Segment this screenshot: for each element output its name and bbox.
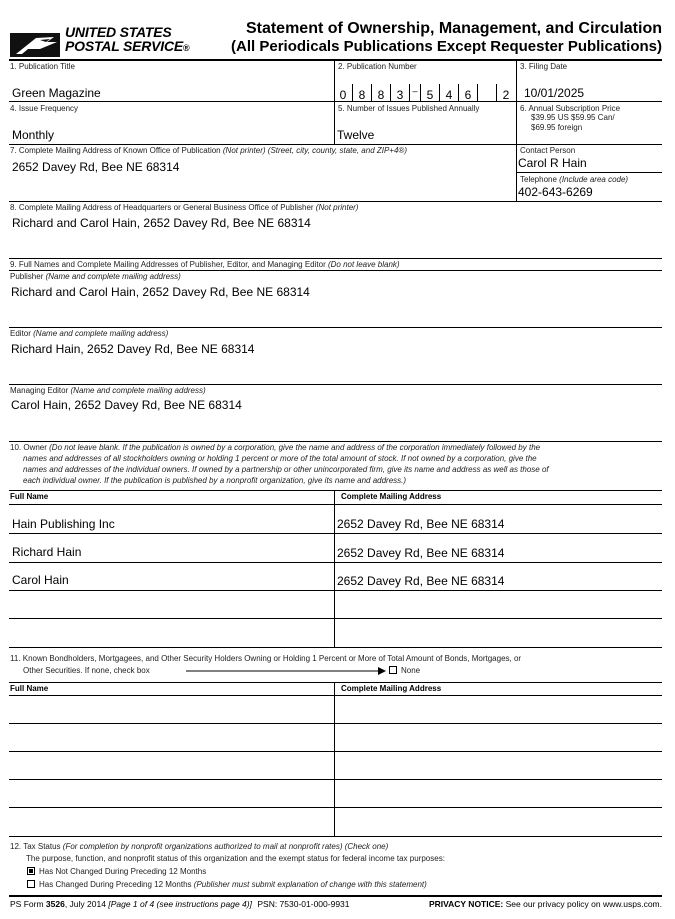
rule — [9, 751, 662, 752]
owner-name-cell[interactable]: Hain Publishing Inc — [12, 517, 115, 531]
f8-label — [10, 203, 358, 212]
f3-label: 3. Filing Date — [520, 62, 568, 71]
tax-status-option-not-changed[interactable] — [27, 867, 206, 876]
subscription-price-line2[interactable]: $69.95 foreign — [531, 123, 583, 132]
f2-label: 2. Publication Number — [338, 62, 417, 71]
f12-label-text: 12. Tax Status — [10, 842, 61, 851]
opt2-label: Has Changed During Preceding 12 Months — [39, 880, 192, 889]
office-address-field[interactable]: 2652 Davey Rd, Bee NE 68314 — [12, 160, 180, 174]
rule — [334, 682, 335, 836]
opt1-label: Has Not Changed During Preceding 12 Months — [39, 867, 207, 876]
f5-label: 5. Number of Issues Published Annually — [338, 104, 480, 113]
f7-label-note: (Not printer) (Street, city, county, state, and ZIP+4®) — [222, 146, 407, 155]
rule — [9, 647, 662, 648]
pub-number-digit[interactable]: 0 — [339, 88, 347, 102]
managing-editor-label-note: (Name and complete mailing address) — [70, 386, 206, 395]
rule — [9, 779, 662, 780]
editor-label-note: (Name and complete mailing address) — [33, 329, 169, 338]
rule — [390, 84, 391, 101]
eagle-icon — [10, 27, 60, 57]
publisher-label-note: (Name and complete mailing address) — [45, 272, 181, 281]
owner-name-cell[interactable]: Richard Hain — [12, 545, 82, 559]
pub-number-digit[interactable]: 2 — [502, 88, 510, 102]
filing-date-field[interactable]: 10/01/2025 — [524, 86, 585, 100]
f12-label-note: (For completion by nonprofit organizations authorized to mail at nonprofit rates) (Check one) — [62, 842, 389, 851]
rule — [9, 695, 662, 696]
footer-privacy-label: PRIVACY NOTICE: — [428, 899, 504, 909]
f11-line2: Other Securities. If none, check box — [23, 666, 150, 675]
issues-annually-field[interactable]: Twelve — [337, 128, 375, 142]
rule — [9, 201, 662, 202]
form-title: Statement of Ownership, Management, and Circulation — [245, 20, 662, 37]
logo-registered-mark: ® — [183, 43, 190, 53]
rule — [496, 84, 497, 101]
managing-editor-label — [10, 386, 206, 395]
f7-label — [10, 146, 407, 155]
footer-form-info — [10, 900, 350, 909]
rule — [9, 441, 662, 442]
footer-page-info: [Page 1 of 4 (see instructions page 4)] — [108, 899, 252, 909]
f9-label — [10, 260, 400, 269]
rule — [9, 270, 662, 271]
footer-form-prefix: PS Form — [10, 899, 44, 909]
f11-line1: 11. Known Bondholders, Mortgagees, and Other Security Holders Owning or Holding 1 Percent or More of Total Amount of Bonds, Mortgages, or — [10, 654, 522, 663]
rule — [9, 490, 662, 491]
f10-label-text: 10. Owner — [10, 443, 47, 452]
bondholder-col-name: Full Name — [10, 684, 49, 693]
publisher-field[interactable]: Richard and Carol Hain, 2652 Davey Rd, Bee NE 68314 — [11, 285, 310, 299]
pub-number-digit[interactable]: 5 — [426, 88, 434, 102]
f4-label: 4. Issue Frequency — [10, 104, 79, 113]
none-label: None — [401, 666, 421, 675]
none-checkbox-row[interactable] — [389, 666, 420, 675]
none-checkbox[interactable] — [389, 666, 397, 674]
f12-purpose: The purpose, function, and nonprofit status of this organization and the exempt status for federal income tax purposes: — [26, 854, 445, 863]
f9-label-note: (Do not leave blank) — [327, 260, 400, 269]
rule-bottom — [9, 895, 662, 897]
f10-note-line2: names and addresses of all stockholders owning or holding 1 percent or more of the total amount of stock. If not owned by a corporation, give the — [23, 454, 537, 463]
footer-form-number: 3526 — [45, 899, 65, 909]
owner-address-cell[interactable]: 2652 Davey Rd, Bee NE 68314 — [337, 546, 505, 560]
pub-number-digit[interactable]: 8 — [358, 88, 366, 102]
rule — [352, 84, 353, 101]
pub-number-digit[interactable]: 6 — [464, 88, 472, 102]
f8-label-text: 8. Complete Mailing Address of Headquarters or General Business Office of Publisher — [10, 203, 314, 212]
rule — [9, 723, 662, 724]
bondholder-col-address: Complete Mailing Address — [341, 684, 442, 693]
rule — [9, 682, 662, 683]
footer-form-date: , July 2014 — [64, 899, 106, 909]
subscription-price-line1[interactable]: $39.95 US $59.95 Can/ — [531, 113, 615, 122]
rule — [334, 490, 335, 647]
footer-psn: PSN: 7530-01-000-9931 — [257, 899, 350, 909]
rule — [439, 84, 440, 101]
telephone-field[interactable]: 402-643-6269 — [518, 185, 593, 199]
rule — [9, 327, 662, 328]
owner-col-address: Complete Mailing Address — [341, 492, 442, 501]
telephone-label — [520, 175, 628, 184]
contact-label: Contact Person — [520, 146, 576, 155]
usps-logo — [10, 24, 195, 58]
f8-label-note: (Not printer) — [315, 203, 359, 212]
rule — [9, 533, 662, 534]
owner-name-cell[interactable]: Carol Hain — [12, 573, 69, 587]
f12-label — [10, 842, 388, 851]
rule — [9, 144, 662, 145]
tax-status-option-changed[interactable] — [27, 880, 427, 889]
checked-checkbox[interactable] — [27, 867, 35, 875]
rule — [9, 590, 662, 591]
publication-title-field[interactable]: Green Magazine — [12, 86, 101, 100]
f10-note-line1: (Do not leave blank. If the publication is owned by a corporation, give the name and address of the corporation immediately followed by the — [49, 443, 541, 452]
logo-line2: POSTAL SERVICE — [65, 38, 184, 54]
rule — [458, 84, 459, 101]
pub-number-digit[interactable]: 8 — [377, 88, 385, 102]
f10-label — [10, 443, 540, 452]
editor-label-text: Editor — [10, 329, 31, 338]
rule — [9, 504, 662, 505]
contact-person-field[interactable]: Carol R Hain — [518, 156, 587, 170]
opt2-note: (Publisher must submit explanation of change with this statement) — [193, 880, 427, 889]
rule-top — [9, 59, 662, 61]
publisher-label — [10, 272, 181, 281]
arrow-right-icon — [186, 667, 386, 675]
publisher-label-text: Publisher — [10, 272, 44, 281]
f10-note-line4: each individual owner. If the publication is published by a nonprofit organization, give its name and address.) — [23, 476, 407, 485]
editor-field[interactable]: Richard Hain, 2652 Davey Rd, Bee NE 68314 — [11, 342, 255, 356]
rule — [477, 84, 478, 101]
rule — [516, 59, 517, 201]
f9-label-text: 9. Full Names and Complete Mailing Addresses of Publisher, Editor, and Managing Editor — [10, 260, 326, 269]
f7-label-text: 7. Complete Mailing Address of Known Office of Publication — [10, 146, 221, 155]
telephone-label-note: (Include area code) — [559, 175, 629, 184]
unchecked-checkbox[interactable] — [27, 880, 35, 888]
pub-number-dash: – — [412, 86, 418, 96]
owner-address-cell[interactable]: 2652 Davey Rd, Bee NE 68314 — [337, 574, 505, 588]
managing-editor-field[interactable]: Carol Hain, 2652 Davey Rd, Bee NE 68314 — [11, 398, 242, 412]
managing-editor-label-text: Managing Editor — [10, 386, 69, 395]
logo-line1: UNITED STATES — [65, 24, 172, 40]
rule — [371, 84, 372, 101]
rule — [9, 836, 662, 837]
owner-address-cell[interactable]: 2652 Davey Rd, Bee NE 68314 — [337, 517, 505, 531]
issue-frequency-field[interactable]: Monthly — [12, 128, 55, 142]
rule — [9, 258, 662, 259]
rule — [9, 562, 662, 563]
rule — [516, 172, 662, 173]
rule — [334, 59, 335, 144]
pub-number-digit[interactable]: 4 — [445, 88, 453, 102]
telephone-label-text: Telephone — [520, 175, 557, 184]
footer-privacy-link[interactable]: See our privacy policy on www.usps.com. — [505, 899, 662, 909]
footer-privacy — [429, 900, 662, 909]
pub-number-digit[interactable]: 3 — [396, 88, 404, 102]
headquarters-address-field[interactable]: Richard and Carol Hain, 2652 Davey Rd, Bee NE 68314 — [12, 216, 311, 230]
f6-label: 6. Annual Subscription Price — [520, 104, 621, 113]
owner-col-name: Full Name — [10, 492, 49, 501]
f10-note-line3: names and addresses of the individual owners. If owned by a partnership or other unincorporated firm, give its name and address as well as those of — [23, 465, 549, 474]
rule — [9, 618, 662, 619]
f1-label: 1. Publication Title — [10, 62, 75, 71]
rule — [9, 384, 662, 385]
rule — [9, 807, 662, 808]
editor-label — [10, 329, 168, 338]
form-subtitle: (All Periodicals Publications Except Requester Publications) — [231, 38, 662, 55]
